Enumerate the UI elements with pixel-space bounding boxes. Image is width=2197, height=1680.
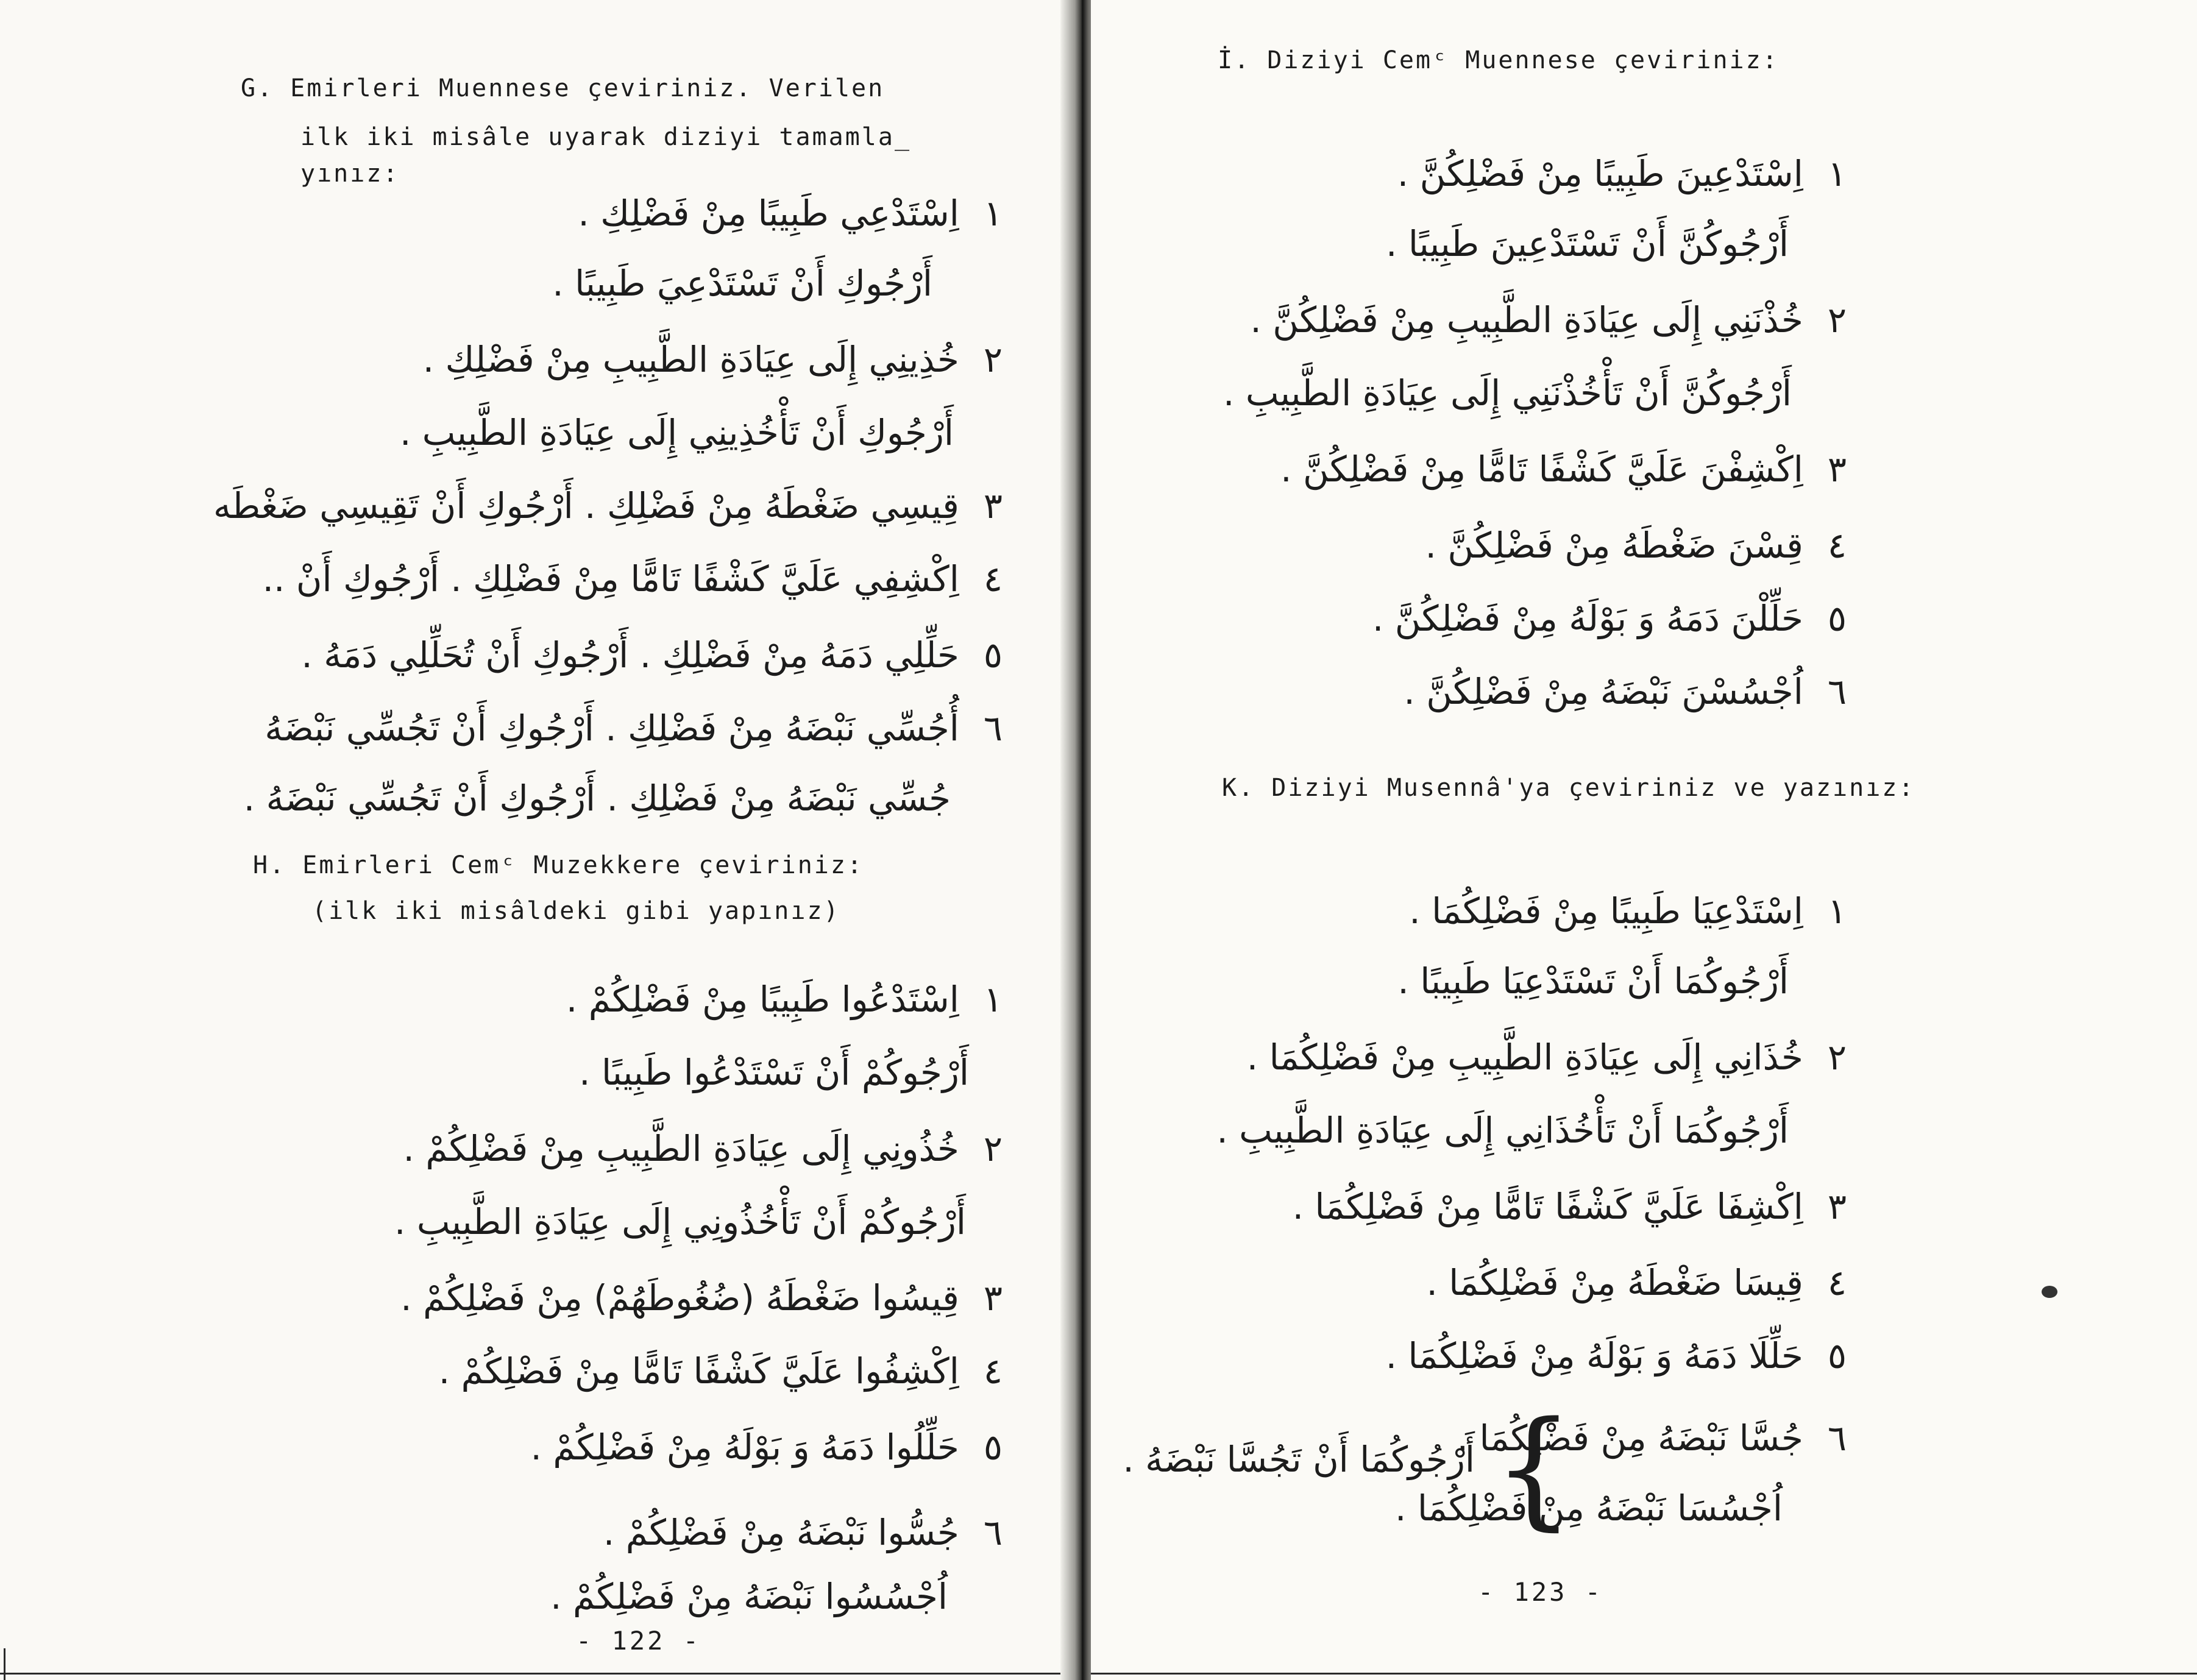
section-g-item-2 bbox=[423, 332, 1003, 387]
arabic-line: خُذُونِي إِلَى عِيَادَةِ الطَّبِيبِ مِنْ فَضْلِكُمْ . bbox=[403, 1128, 959, 1169]
section-i-item-6 bbox=[1404, 664, 1847, 719]
section-h-item-3 bbox=[400, 1271, 1003, 1325]
arabic-line: أَرْجُوكِ أَنْ تَسْتَدْعِيَ طَبِيبًا . bbox=[552, 263, 932, 304]
item-number: ١ bbox=[983, 979, 1003, 1020]
section-h-item-1-answer bbox=[579, 1045, 969, 1100]
section-h-item-1 bbox=[566, 972, 1003, 1027]
item-number: ٣ bbox=[1827, 1186, 1847, 1227]
item-number: ٦ bbox=[1827, 671, 1847, 712]
arabic-line: اُجْسُسَا نَبْضَهُ مِنْ فَضْلِكُمَا . bbox=[1394, 1487, 1783, 1529]
item-number: ١ bbox=[1827, 153, 1847, 194]
section-i-item-5 bbox=[1372, 591, 1847, 646]
item-number: ٢ bbox=[1827, 1037, 1847, 1078]
arabic-line: اِسْتَدْعِيَا طَبِيبًا مِنْ فَضْلِكُمَا . bbox=[1409, 890, 1803, 932]
item-number: ١ bbox=[1827, 890, 1847, 932]
arabic-line: اُجْسُسُوا نَبْضَهُ مِنْ فَضْلِكُمْ . bbox=[550, 1576, 948, 1617]
section-h-item-2-answer bbox=[394, 1194, 966, 1249]
arabic-line: أَرْجُوكُمْ أَنْ تَسْتَدْعُوا طَبِيبًا . bbox=[579, 1052, 969, 1093]
arabic-line: أَرْجُوكُمَا أَنْ تَأْخُذَانِي إِلَى عِيَادَةِ الطَّبِيبِ . bbox=[1216, 1110, 1789, 1151]
arabic-line: اِكْشِفُوا عَلَيَّ كَشْفًا تَامًّا مِنْ فَضْلِكُمْ . bbox=[438, 1350, 959, 1392]
section-h-item-4 bbox=[439, 1344, 1003, 1398]
item-number: ٢ bbox=[983, 1128, 1003, 1169]
section-k-item-2-answer bbox=[1216, 1103, 1789, 1158]
arabic-line: اُجْسُسْنَ نَبْضَهُ مِنْ فَضْلِكُنَّ . bbox=[1404, 671, 1803, 712]
section-g-item-1 bbox=[578, 186, 1003, 241]
item-number: ٥ bbox=[983, 634, 1003, 676]
arabic-line: حَلِّلِي دَمَهُ مِنْ فَضْلِكِ . أَرْجُوكِ أَنْ تُحَلِّلِي دَمَهُ . bbox=[301, 634, 959, 676]
item-number: ٦ bbox=[983, 707, 1003, 749]
arabic-line: اِسْتَدْعِي طَبِيبًا مِنْ فَضْلِكِ . bbox=[578, 193, 959, 234]
arabic-line: قِيسَا ضَغْطَهُ مِنْ فَضْلِكُمَا . bbox=[1426, 1262, 1803, 1303]
item-number: ٦ bbox=[983, 1512, 1003, 1553]
item-number: ٥ bbox=[1827, 1335, 1847, 1377]
section-h-heading-line-1: H. Emirleri Cemᶜ Muzekkere çeviriniz: bbox=[253, 851, 864, 879]
arabic-line: خُذْنَنِي إِلَى عِيَادَةِ الطَّبِيبِ مِنْ فَضْلِكُنَّ . bbox=[1250, 299, 1803, 341]
arabic-line: جُسَّا نَبْضَهُ مِنْ فَضْلِكُمَا . bbox=[1457, 1417, 1803, 1459]
section-k-item-5 bbox=[1386, 1328, 1847, 1383]
arabic-line: قِسْنَ ضَغْطَهُ مِنْ فَضْلِكُنَّ . bbox=[1425, 525, 1803, 566]
arabic-line: قِيسُوا ضَغْطَهُ (ضُغُوطَهُمْ) مِنْ فَضْلِكُمْ . bbox=[400, 1277, 959, 1319]
section-k-item-4 bbox=[1426, 1255, 1847, 1310]
arabic-line: حَلِّلْنَ دَمَهُ وَ بَوْلَهُ مِنْ فَضْلِكُنَّ . bbox=[1372, 598, 1803, 639]
page-bottom-edge bbox=[1091, 1673, 2197, 1675]
section-g-item-4 bbox=[263, 551, 1003, 606]
arabic-line: أَرْجُوكُنَّ أَنْ تَسْتَدْعِينَ طَبِيبًا . bbox=[1385, 223, 1789, 264]
item-number: ٦ bbox=[1827, 1417, 1847, 1459]
item-number: ٣ bbox=[983, 1277, 1003, 1319]
arabic-line: حَلِّلُوا دَمَهُ وَ بَوْلَهُ مِنْ فَضْلِكُمْ . bbox=[530, 1427, 959, 1468]
section-i-item-1-answer bbox=[1386, 216, 1789, 271]
section-i-heading: İ. Diziyi Cemᶜ Muennese çeviriniz: bbox=[1218, 46, 1779, 74]
item-number: ٤ bbox=[1827, 525, 1847, 566]
left-page bbox=[0, 0, 1073, 1680]
arabic-line: خُذَانِي إِلَى عِيَادَةِ الطَّبِيبِ مِنْ فَضْلِكُمَا . bbox=[1246, 1037, 1803, 1078]
section-g-item-2-answer bbox=[400, 405, 954, 460]
section-k-item-1-answer bbox=[1397, 954, 1789, 1008]
arabic-line: خُذِينِي إِلَى عِيَادَةِ الطَّبِيبِ مِنْ فَضْلِكِ . bbox=[422, 339, 959, 380]
section-i-item-3 bbox=[1280, 442, 1847, 497]
arabic-line: اِكْشِفِي عَلَيَّ كَشْفًا تَامًّا مِنْ فَضْلِكِ . أَرْجُوكِ أَنْ .. bbox=[262, 558, 959, 600]
arabic-line: اِكْشِفَا عَلَيَّ كَشْفًا تَامًّا مِنْ فَضْلِكُمَا . bbox=[1292, 1186, 1803, 1227]
ink-speck bbox=[2042, 1286, 2057, 1298]
section-h-item-2 bbox=[403, 1121, 1003, 1176]
arabic-line: أَرْجُوكِ أَنْ تَأْخُذِينِي إِلَى عِيَادَةِ الطَّبِيبِ . bbox=[399, 412, 954, 453]
section-g-item-1-answer bbox=[552, 256, 932, 311]
section-g-item-6 bbox=[264, 701, 1003, 756]
arabic-line: أَرْجُوكُمَا أَنْ تَسْتَدْعِيَا طَبِيبًا . bbox=[1397, 960, 1789, 1002]
item-number: ٤ bbox=[983, 1350, 1003, 1392]
page-number: - 123 - bbox=[1478, 1577, 1603, 1607]
arabic-line: جُسُّوا نَبْضَهُ مِنْ فَضْلِكُمْ . bbox=[603, 1512, 959, 1553]
arabic-line: أُجُسِّي نَبْضَهُ مِنْ فَضْلِكِ . أَرْجُوكِ أَنْ تَجُسِّي نَبْضَهُ bbox=[264, 707, 959, 749]
section-h-item-5 bbox=[531, 1420, 1003, 1475]
curly-brace: { bbox=[1493, 1394, 1575, 1543]
section-g-item-6-alt bbox=[244, 771, 951, 826]
section-k-item-3 bbox=[1293, 1179, 1847, 1234]
section-g-item-3 bbox=[213, 478, 1003, 533]
section-i-item-4 bbox=[1425, 518, 1847, 573]
section-k-heading: K. Diziyi Musennâ'ya çeviriniz ve yazınız: bbox=[1222, 774, 1915, 802]
section-g-heading-line-3: yınız: bbox=[300, 160, 400, 188]
section-g-heading-line-1: G. Emirleri Muennese çeviriniz. Verilen bbox=[241, 74, 885, 102]
item-number: ٥ bbox=[1827, 598, 1847, 639]
arabic-line: قِيسِي ضَغْطَهُ مِنْ فَضْلِكِ . أَرْجُوكِ أَنْ تَقِيسِي ضَغْطَه bbox=[213, 485, 959, 526]
section-h-item-6 bbox=[603, 1505, 1003, 1560]
section-k-item-6-alt bbox=[1395, 1481, 1783, 1536]
section-i-item-2-answer bbox=[1223, 366, 1792, 420]
item-number: ١ bbox=[983, 193, 1003, 234]
page-left-edge bbox=[4, 1648, 5, 1680]
section-g-item-5 bbox=[301, 628, 1003, 682]
page-number: - 122 - bbox=[576, 1626, 701, 1656]
item-number: ٣ bbox=[1827, 448, 1847, 490]
section-k-item-1 bbox=[1409, 884, 1847, 938]
section-h-heading-line-2: (ilk iki misâldeki gibi yapınız) bbox=[312, 897, 840, 925]
arabic-line: حَلِّلَا دَمَهُ وَ بَوْلَهُ مِنْ فَضْلِكُمَا . bbox=[1385, 1335, 1803, 1377]
section-i-item-2 bbox=[1250, 292, 1847, 347]
item-number: ٤ bbox=[1827, 1262, 1847, 1303]
section-g-heading-line-2: ilk iki misâle uyarak diziyi tamamla_ bbox=[300, 123, 912, 151]
section-k-brace-answer bbox=[1123, 1432, 1475, 1487]
arabic-line: اِكْشِفْنَ عَلَيَّ كَشْفًا تَامًّا مِنْ فَضْلِكُنَّ . bbox=[1280, 448, 1803, 490]
item-number: ٣ bbox=[983, 485, 1003, 526]
section-i-item-1 bbox=[1397, 146, 1847, 201]
item-number: ٢ bbox=[1827, 299, 1847, 341]
arabic-line: أَرْجُوكُنَّ أَنْ تَأْخُذْنَنِي إِلَى عِيَادَةِ الطَّبِيبِ . bbox=[1223, 372, 1792, 414]
item-number: ٥ bbox=[983, 1427, 1003, 1468]
arabic-line: اِسْتَدْعُوا طَبِيبًا مِنْ فَضْلِكُمْ . bbox=[566, 979, 959, 1020]
right-page bbox=[1091, 0, 2197, 1680]
section-k-item-2 bbox=[1247, 1030, 1847, 1085]
arabic-line: جُسِّي نَبْضَهُ مِنْ فَضْلِكِ . أَرْجُوكِ أَنْ تَجُسِّي نَبْضَهُ . bbox=[243, 778, 951, 819]
arabic-line: اِسْتَدْعِينَ طَبِيبًا مِنْ فَضْلِكُنَّ . bbox=[1397, 153, 1803, 194]
arabic-line: أَرْجُوكُمْ أَنْ تَأْخُذُونِي إِلَى عِيَادَةِ الطَّبِيبِ . bbox=[394, 1201, 966, 1242]
arabic-line: أَرْجُوكُمَا أَنْ تَجُسَّا نَبْضَهُ . bbox=[1123, 1439, 1475, 1480]
item-number: ٢ bbox=[983, 339, 1003, 380]
item-number: ٤ bbox=[983, 558, 1003, 600]
section-h-item-6-alt bbox=[550, 1569, 948, 1624]
page-bottom-edge bbox=[0, 1673, 1073, 1675]
